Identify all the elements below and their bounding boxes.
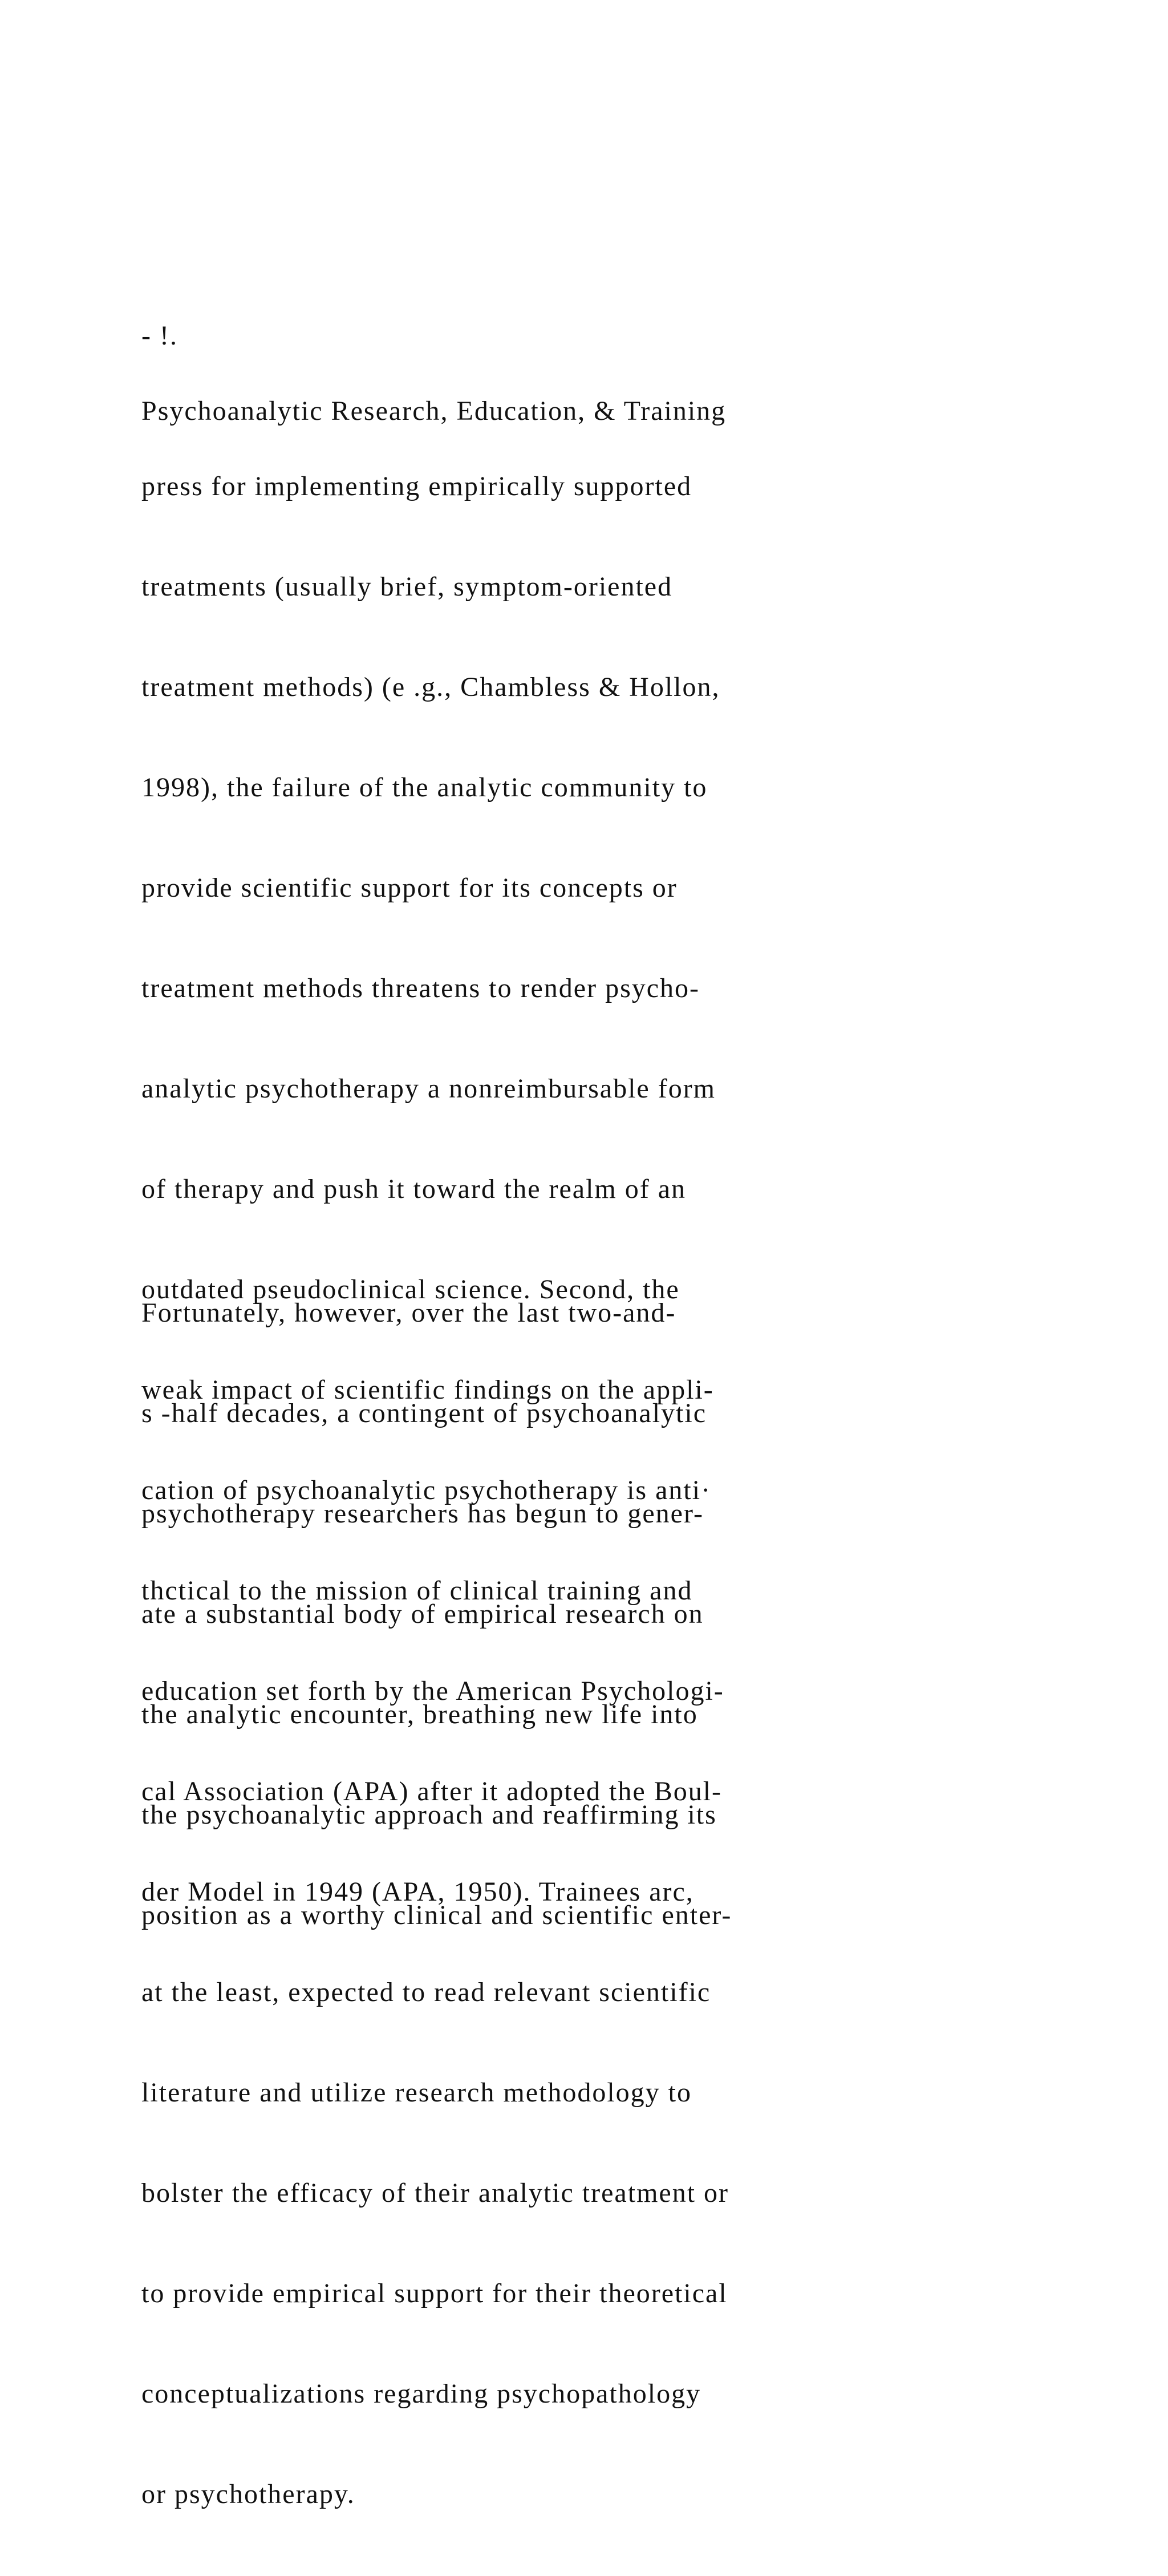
text-line: of therapy and push it toward the realm of an — [141, 1174, 687, 1204]
text-line: position as a worthy clinical and scientific enter- — [141, 1900, 732, 1930]
text-line: education set forth by the American Psychologi- — [141, 1676, 724, 1706]
text-line: to provide empirical support for their theoretical — [141, 2278, 728, 2308]
text-line: treatment methods) (e .g., Chambless & Hollon, — [141, 672, 720, 702]
top-marker-text: - !. — [141, 321, 178, 351]
text-line: treatments (usually brief, symptom-oriented — [141, 572, 673, 602]
heading-text: Psychoanalytic Research, Education, & Training — [141, 396, 727, 426]
text-line: thctical to the mission of clinical training and — [141, 1575, 693, 1606]
text-line: treatment methods threatens to render psycho- — [141, 973, 700, 1003]
text-line: conceptualizations regarding psychopathology — [141, 2379, 701, 2409]
text-line: weak impact of scientific findings on the appli- — [141, 1375, 714, 1405]
text-line: Fortunately, however, over the last two-and- — [141, 1298, 676, 1328]
text-line: der Model in 1949 (APA, 1950). Trainees arc, — [141, 1877, 694, 1907]
text-line: s -half decades, a contingent of psychoanalytic — [141, 1398, 707, 1428]
text-line: at the least, expected to read relevant scientific — [141, 1977, 711, 2007]
paragraph-2 — [141, 1232, 1054, 1997]
text-line: the psychoanalytic approach and reaffirming its — [141, 1800, 717, 1830]
text-line: cal Association (APA) after it adopted the Boul- — [141, 1776, 723, 1807]
text-line: psychotherapy researchers has begun to gener- — [141, 1498, 704, 1529]
text-line: outdated pseudoclinical science. Second, the — [141, 1274, 680, 1305]
text-line: press for implementing empirically supported — [141, 471, 692, 501]
text-line: or psychotherapy. — [141, 2479, 355, 2509]
text-line: the analytic encounter, breathing new life into — [141, 1699, 698, 1730]
text-line: bolster the efficacy of their analytic treatment or — [141, 2178, 729, 2208]
text-line: 1998), the failure of the analytic community to — [141, 772, 708, 803]
text-line: cation of psychoanalytic psychotherapy is anti· — [141, 1475, 712, 1505]
text-line: provide scientific support for its concepts or — [141, 873, 678, 903]
text-line: literature and utilize research methodology to — [141, 2077, 692, 2108]
text-line: ate a substantial body of empirical research on — [141, 1599, 704, 1629]
text-line: analytic psychotherapy a nonreimbursable form — [141, 1074, 716, 1104]
